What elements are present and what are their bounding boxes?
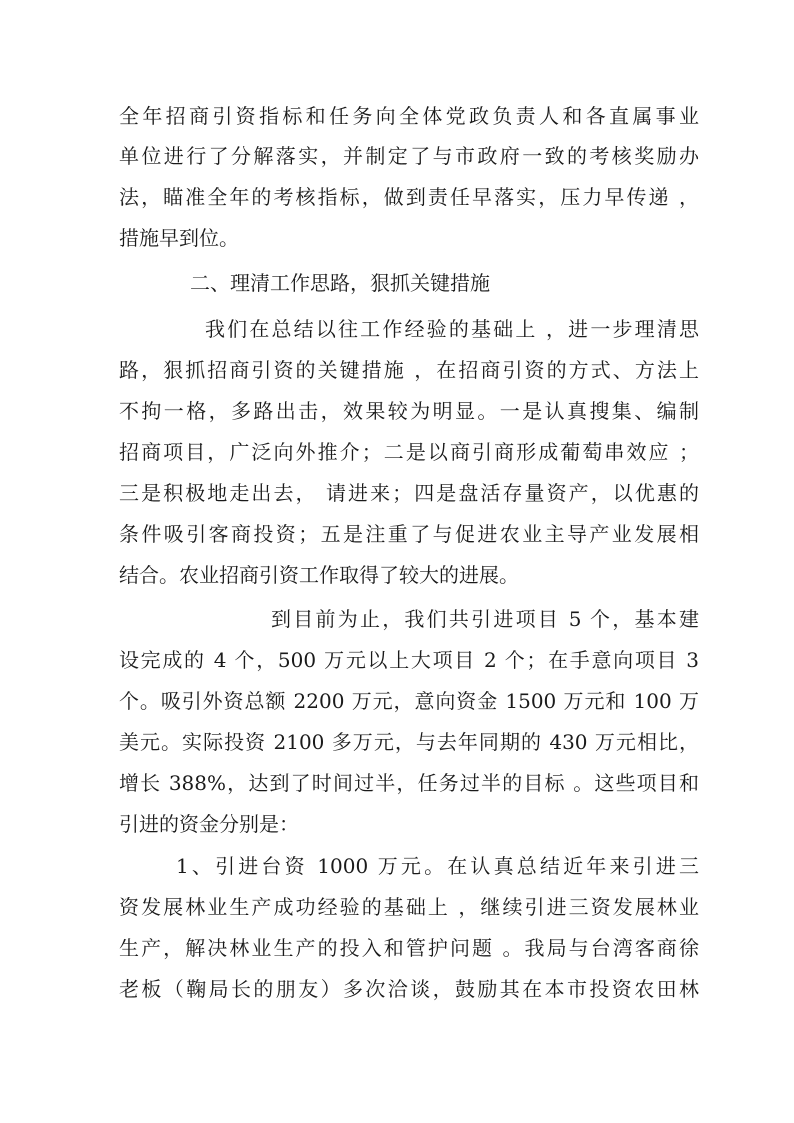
body-text-line: 措施早到位。 (119, 226, 239, 250)
body-text-line: 引进的资金分别是： (119, 812, 299, 836)
body-text-line: 路，狠抓招商引资的关键措施 ，在招商引资的方式、方法上 (119, 358, 699, 382)
body-text-line: 结合。农业招商引资工作取得了较大的进展。 (119, 563, 519, 587)
body-text-line: 不拘一格，多路出击，效果较为明显。一是认真搜集、编制 (119, 399, 699, 423)
body-text-line: 1、引进台资 1000 万元。在认真总结近年来引进三 (176, 854, 699, 878)
body-text-line: 个。吸引外资总额 2200 万元，意向资金 1500 万元和 100 万 (119, 689, 699, 713)
section-heading: 二、理清工作思路，狠抓关键措施 (190, 271, 490, 295)
body-text-line: 美元。实际投资 2100 多万元，与去年同期的 430 万元相比， (119, 730, 699, 754)
body-text-line: 全年招商引资指标和任务向全体党政负责人和各直属事业 (119, 104, 699, 128)
body-text-line: 三是积极地走出去， 请进来；四是盘活存量资产，以优惠的 (119, 481, 699, 505)
body-text-line: 招商项目，广泛向外推介；二是以商引商形成葡萄串效应 ； (119, 440, 699, 464)
body-text-line: 资发展林业生产成功经验的基础上 ，继续引进三资发展林业 (119, 895, 699, 919)
body-text-line: 生产，解决林业生产的投入和管护问题 。我局与台湾客商徐 (119, 936, 699, 960)
body-text-line: 设完成的 4 个，500 万元以上大项目 2 个；在手意向项目 3 (119, 648, 699, 672)
body-text-line: 到目前为止，我们共引进项目 5 个，基本建 (271, 607, 699, 631)
body-text-line: 老板（鞠局长的朋友）多次洽谈，鼓励其在本市投资农田林 (119, 977, 699, 1001)
body-text-line: 条件吸引客商投资；五是注重了与促进农业主导产业发展相 (119, 522, 699, 546)
body-text-line: 法，瞄准全年的考核指标，做到责任早落实，压力早传递 ， (119, 185, 699, 209)
body-text-line: 我们在总结以往工作经验的基础上 ，进一步理清思 (205, 317, 699, 341)
body-text-line: 单位进行了分解落实，并制定了与市政府一致的考核奖励办 (119, 144, 699, 168)
body-text-line: 增长 388%，达到了时间过半，任务过半的目标 。这些项目和 (119, 771, 699, 795)
